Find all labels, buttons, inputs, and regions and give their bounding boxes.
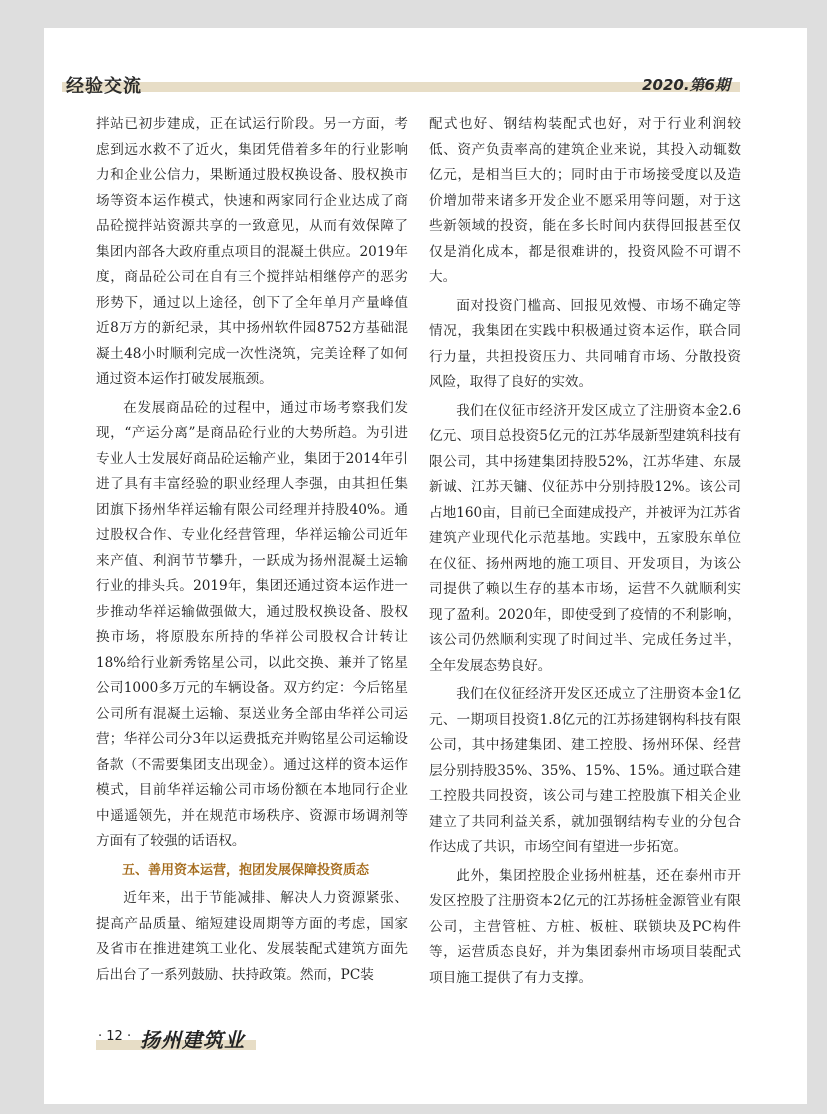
- paragraph: 在发展商品砼的过程中，通过市场考察我们发现，“产运分离”是商品砼行业的大势所趋。为引进专业人士发展好商品砼运输产业，集团于2014年引进了具有丰富经验的职业经理人李强，由其担任集团旗下扬州华祥运输有限公司经理并持股40%。通过股权合作、专业化经营管理，华祥运输公司近年来产值、利润节节攀升，一跃成为扬州混凝土运输行业的排头兵。2019年，集团还通过资本运作进一步推动华祥运输做强做大，通过股权换设备、股权换市场，将原股东所持的华祥公司股权合计转让18%给行业新秀铭星公司，以此交换、兼并了铭星公司1000多万元的车辆设备。双方约定：今后铭星公司所有混凝土运输、泵送业务全部由华祥公司运营；华祥公司分3年以运费抵充并购铭星公司运输设备款（不需要集团支出现金）。通过这样的资本运作模式，目前华祥运输公司市场份额在本地同行企业中遥遥领先，并在规范市场秩序、资源市场调剂等方面有了较强的话语权。: [96, 399, 408, 849]
- header-band: [62, 82, 740, 92]
- paragraph: 我们在仪征市经济开发区成立了注册资本金2.6亿元、项目总投资5亿元的江苏华晟新型建筑科技有限公司，其中扬建集团持股52%，江苏华建、东晟新诚、江苏天镛、仪征苏中分别持股12%。该公司占地160亩，目前已全面建成投产，并被评为江苏省建筑产业现代化示范基地。实践中，五家股东单位在仪征、扬州两地的施工项目、开发项目，为该公司提供了赖以生存的基本市场，运营不久就顺利实现了盈利。2020年，即使受到了疫情的不利影响，该公司仍然顺利实现了时间过半、完成任务过半，全年发展态势良好。: [429, 402, 741, 674]
- publication-logo: 扬州建筑业: [140, 1028, 245, 1052]
- section-name: 经验交流: [66, 76, 142, 97]
- paragraph: 面对投资门槛高、回报见效慢、市场不确定等情况，我集团在实践中积极通过资本运作，联合同行力量，共担投资压力、共同哺育市场、分散投资风险，取得了良好的实效。: [429, 297, 741, 390]
- left-column: [96, 112, 408, 991]
- page-number: · 12 ·: [98, 1029, 132, 1044]
- paragraph: 我们在仪征经济开发区还成立了注册资本金1亿元、一期项目投资1.8亿元的江苏扬建钢构科技有限公司，其中扬建集团、建工控股、扬州环保、经营层分别持股35%、35%、15%、15%。通过联合建工控股共同投资，该公司与建工控股旗下相关企业建立了共同利益关系，就加强钢结构专业的分包合作达成了共识，市场空间有望进一步拓宽。: [429, 686, 741, 855]
- page-header: [62, 46, 740, 97]
- paragraph: 拌站已初步建成，正在试运行阶段。另一方面，考虑到远水救不了近火，集团凭借着多年的行业影响力和企业公信力，果断通过股权换设备、股权换市场等资本运作模式，快速和两家同行企业达成了商品砼搅拌站资源共享的一致意见，从而有效保障了集团内部各大政府重点项目的混凝土供应。2019年度，商品砼公司在自有三个搅拌站相继停产的恶劣形势下，通过以上途径，创下了全年单月产量峰值近8万方的新纪录，其中扬州软件园8752方基础混凝土48小时顺利完成一次性浇筑，完美诠释了如何通过资本运作打破发展瓶颈。: [96, 116, 408, 387]
- issue-number: 2020.第6期: [642, 76, 730, 94]
- right-column: [429, 112, 741, 994]
- paragraph: 此外，集团控股企业扬州桩基，还在泰州市开发区控股了注册资本2亿元的江苏扬桩金源管业有限公司，主营管桩、方桩、板桩、联锁块及PC构件等，运营质态良好，并为集团泰州市场项目装配式项目施工提供了有力支撑。: [429, 867, 741, 986]
- paragraph: 近年来，出于节能减排、解决人力资源紧张、提高产品质量、缩短建设周期等方面的考虑，国家及省市在推进建筑工业化、发展装配式建筑方面先后出台了一系列鼓励、扶持政策。然而，PC装: [96, 890, 408, 983]
- paragraph: 配式也好、钢结构装配式也好，对于行业利润较低、资产负责率高的建筑企业来说，其投入动辄数亿元，是相当巨大的；同时由于市场接受度以及造价增加带来诸多开发企业不愿采用等问题，对于这些新领域的投资，能在多长时间内获得回报甚至仅仅是消化成本，都是很难讲的，投资风险不可谓不大。: [429, 116, 741, 285]
- section-heading: 五、善用资本运营，抱团发展保障投资质态: [122, 862, 370, 878]
- page-footer: [96, 1026, 276, 1054]
